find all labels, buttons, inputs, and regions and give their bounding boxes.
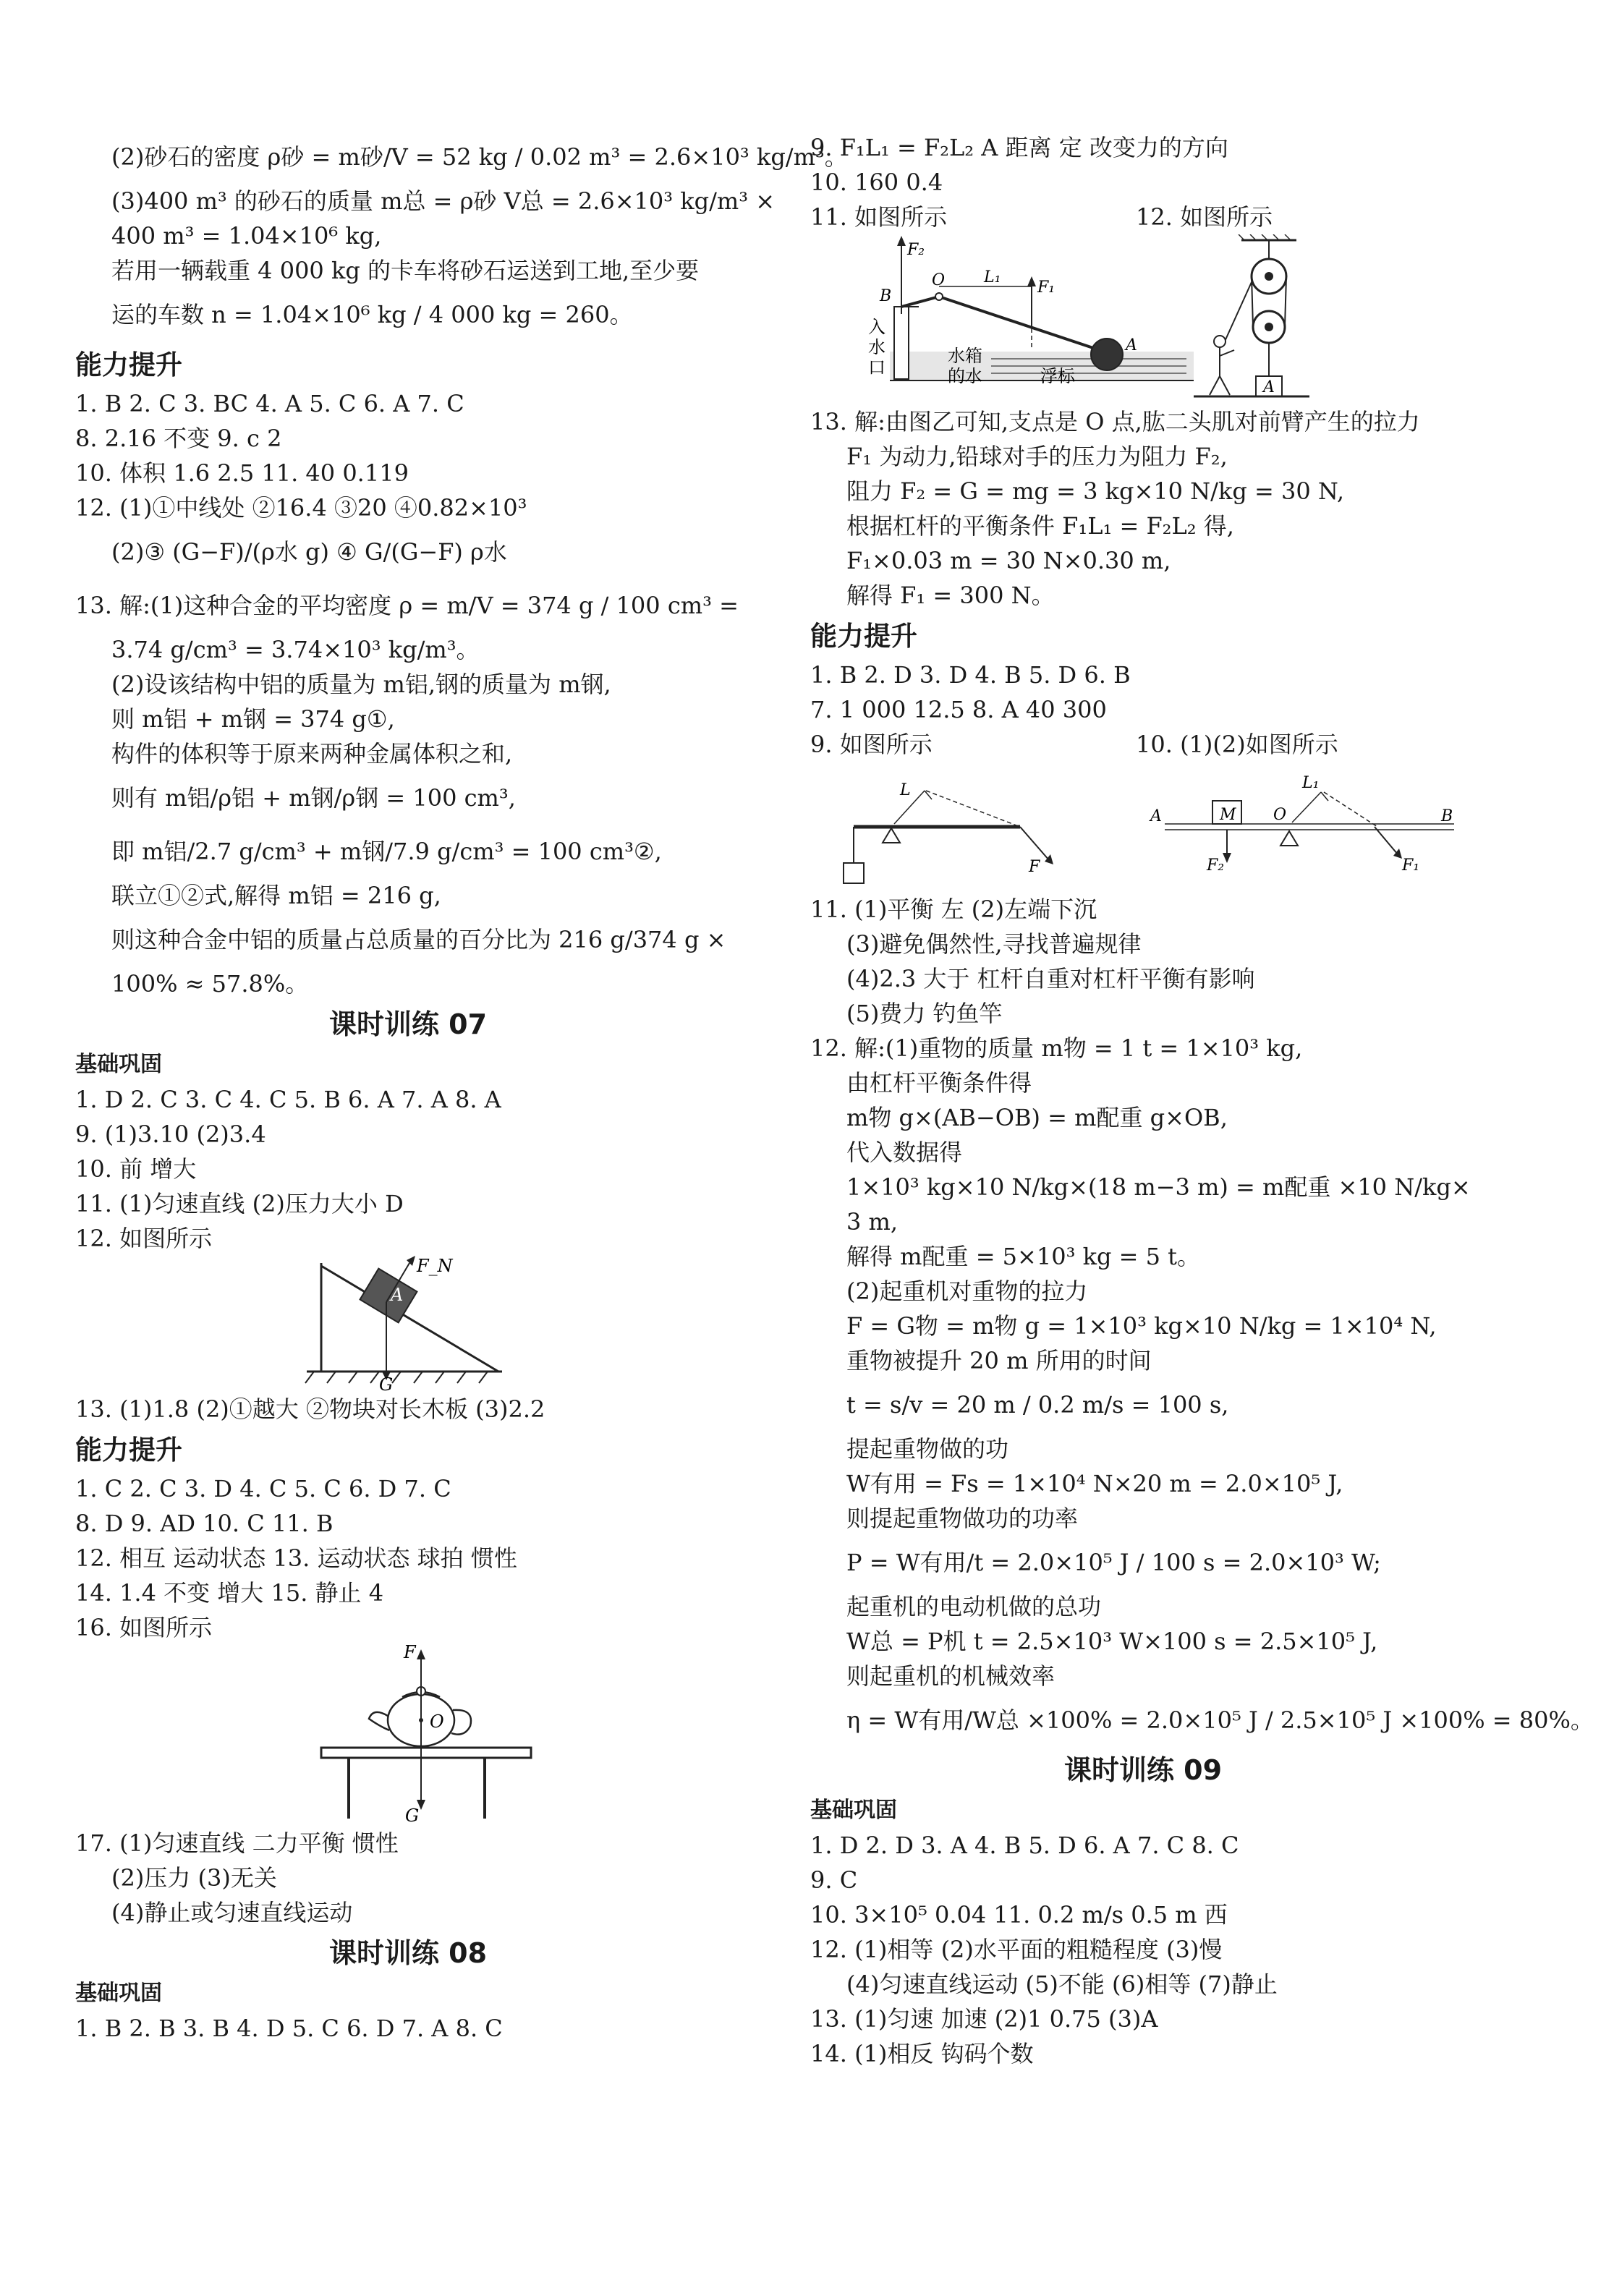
answer-label: 9. 如图所示 xyxy=(810,731,933,758)
answer-line: 7. 1 000 12.5 8. A 40 300 xyxy=(810,696,1107,723)
answer-line: 8. D 9. AD 10. C 11. B xyxy=(75,1510,334,1537)
figure-labels-row xyxy=(810,727,1476,762)
lever-figures-row-2 xyxy=(810,762,1476,892)
answer-line: (3)避免偶然性,寻找普遍规律 xyxy=(846,930,1142,958)
l1-label: L₁ xyxy=(1302,774,1320,792)
answer-line: 13. 解:由图乙可知,支点是 O 点,肱二头肌对前臂产生的拉力 xyxy=(810,408,1420,435)
answer-line: F₁ 为动力,铅球对手的压力为阻力 F₂, xyxy=(846,443,1228,470)
section-heading: 能力提升 xyxy=(75,349,182,380)
g-label: G xyxy=(405,1806,420,1826)
tank-label: 水箱 xyxy=(948,346,982,366)
tank-label: 的水 xyxy=(948,366,982,386)
lesson-title: 课时训练 09 xyxy=(1063,1754,1223,1786)
answer-line: (4)静止或匀速直线运动 xyxy=(111,1899,353,1926)
answer-line: 12. 如图所示 xyxy=(75,1225,213,1252)
answer-line: 代入数据得 xyxy=(846,1139,963,1166)
answer-line: 则有 m铝/ρ铝 + m钢/ρ钢 = 100 cm³, xyxy=(111,784,516,812)
answer-line: (4)2.3 大于 杠杆自重对杠杆平衡有影响 xyxy=(846,965,1255,992)
subsection-heading: 基础巩固 xyxy=(75,1052,162,1077)
answer-line: 12. (1)相等 (2)水平面的粗糙程度 (3)慢 xyxy=(810,1936,1223,1963)
lesson-title: 课时训练 08 xyxy=(328,1937,488,1969)
answer-line: (2)③ (G−F)/(ρ水 g) ④ G/(G−F) ρ水 xyxy=(111,538,507,566)
answer-line: 1. B 2. C 3. BC 4. A 5. C 6. A 7. C xyxy=(75,390,464,417)
answer-line: 则这种合金中铝的质量占总质量的百分比为 216 g/374 g × xyxy=(111,926,726,953)
answer-line: 1. B 2. D 3. D 4. B 5. D 6. B xyxy=(810,661,1131,689)
answer-line: 13. (1)1.8 (2)①越大 ②物块对长木板 (3)2.2 xyxy=(75,1395,545,1423)
inlet-label: 口 xyxy=(868,357,885,378)
answer-line: F₁×0.03 m = 30 N×0.30 m, xyxy=(846,547,1171,574)
right-column xyxy=(810,130,1594,2071)
fn-label: F_N xyxy=(417,1256,453,1276)
answer-line: 1. D 2. D 3. A 4. B 5. D 6. A 7. C 8. C xyxy=(810,1832,1239,1859)
o-label: O xyxy=(430,1712,444,1732)
answer-line: (2)设该结构中铝的质量为 m铝,钢的质量为 m钢, xyxy=(111,671,611,698)
a-label: A xyxy=(1126,336,1137,354)
answer-line: 1. C 2. C 3. D 4. C 5. C 6. D 7. C xyxy=(75,1475,451,1502)
answer-line: 解得 m配重 = 5×10³ kg = 5 t。 xyxy=(846,1243,1200,1270)
b-label: B xyxy=(880,287,892,305)
answer-line: 14. 1.4 不变 增大 15. 静止 4 xyxy=(75,1579,384,1607)
answer-line: 构件的体积等于原来两种金属体积之和, xyxy=(111,740,513,768)
answer-line: W有用 = Fs = 1×10⁴ N×20 m = 2.0×10⁵ J, xyxy=(846,1470,1343,1497)
answer-label: 11. 如图所示 xyxy=(810,203,948,231)
o-label: O xyxy=(1273,806,1287,824)
subsection-heading: 基础巩固 xyxy=(75,1981,162,2006)
subsection-heading: 基础巩固 xyxy=(810,1798,897,1823)
answer-line: 由杠杆平衡条件得 xyxy=(846,1069,1032,1097)
answer-line: 1×10³ kg×10 N/kg×(18 m−3 m) = m配重 ×10 N/kg× xyxy=(846,1173,1471,1201)
answer-line: F = G物 = m物 g = 1×10³ kg×10 N/kg = 1×10⁴ N, xyxy=(846,1312,1437,1340)
answer-line: 10. 160 0.4 xyxy=(810,169,943,196)
a-label: A xyxy=(1150,807,1162,825)
l1-label: L₁ xyxy=(984,268,1001,286)
f1-label: F₁ xyxy=(1037,279,1056,297)
inlet-label: 水 xyxy=(868,337,885,357)
a-label: A xyxy=(391,1285,404,1305)
answer-line: 8. 2.16 不变 9. c 2 xyxy=(75,425,282,452)
answer-label: 10. (1)(2)如图所示 xyxy=(1136,731,1338,758)
answer-line: 10. 3×10⁵ 0.04 11. 0.2 m/s 0.5 m 西 xyxy=(810,1901,1228,1929)
b-label: B xyxy=(1441,807,1453,825)
section-heading: 能力提升 xyxy=(810,621,917,652)
o-label: O xyxy=(932,271,946,289)
f2-label: F₂ xyxy=(907,241,925,259)
m-label: M xyxy=(1220,806,1236,824)
answer-line: 起重机的电动机做的总功 xyxy=(846,1593,1102,1620)
answer-line: 即 m铝/2.7 g/cm³ + m钢/7.9 g/cm³ = 100 cm³②, xyxy=(111,838,662,865)
teapot-figure xyxy=(75,1645,741,1826)
lever-figures-row xyxy=(810,234,1476,404)
answer-line: η = W有用/W总 ×100% = 2.0×10⁵ J / 2.5×10⁵ J ×100% = 80%。 xyxy=(846,1706,1594,1734)
left-column xyxy=(75,130,848,2046)
l-label: L xyxy=(900,781,911,799)
text-line: (2)砂石的密度 ρ砂 = m砂/V = 52 kg / 0.02 m³ = 2.6×10³ kg/m³。 xyxy=(111,143,848,171)
answer-line: 13. 解:(1)这种合金的平均密度 ρ = m/V = 374 g / 100 cm³ = xyxy=(75,592,739,619)
f-label: F xyxy=(1029,858,1040,876)
text-line: 若用一辆载重 4 000 kg 的卡车将砂石运送到工地,至少要 xyxy=(111,257,700,284)
answer-line: W总 = P机 t = 2.5×10³ W×100 s = 2.5×10⁵ J, xyxy=(846,1628,1378,1655)
answer-line: 阻力 F₂ = G = mg = 3 kg×10 N/kg = 30 N, xyxy=(846,477,1345,505)
answer-line: 16. 如图所示 xyxy=(75,1614,213,1641)
answer-line: (5)费力 钓鱼竿 xyxy=(846,1000,1003,1027)
tank-lever-diagram xyxy=(810,234,1476,404)
answer-line: 12. (1)①中线处 ②16.4 ③20 ④0.82×10³ xyxy=(75,494,527,522)
answer-line: 10. 体积 1.6 2.5 11. 40 0.119 xyxy=(75,459,409,487)
lever-diagrams xyxy=(810,762,1476,892)
g-label: G xyxy=(379,1374,394,1392)
float-label: 浮标 xyxy=(1040,366,1075,386)
text-line: 400 m³ = 1.04×10⁶ kg, xyxy=(111,222,382,250)
lesson-title: 课时训练 07 xyxy=(328,1008,488,1040)
answer-line: 100% ≈ 57.8%。 xyxy=(111,970,309,998)
answer-line: 1. B 2. B 3. B 4. D 5. C 6. D 7. A 8. C xyxy=(75,2015,503,2042)
answer-line: 9. (1)3.10 (2)3.4 xyxy=(75,1121,266,1148)
text-line: 运的车数 n = 1.04×10⁶ kg / 4 000 kg = 260。 xyxy=(111,301,633,328)
answer-line: 14. (1)相反 钩码个数 xyxy=(810,2040,1034,2067)
inlet-label: 入 xyxy=(868,317,885,337)
incline-figure xyxy=(75,1256,741,1392)
answer-line: 则起重机的机械效率 xyxy=(846,1662,1056,1690)
answer-line: (2)起重机对重物的拉力 xyxy=(846,1277,1088,1305)
answer-line: 则提起重物做功的功率 xyxy=(846,1505,1079,1532)
answer-line: 12. 解:(1)重物的质量 m物 = 1 t = 1×10³ kg, xyxy=(810,1034,1303,1062)
answer-line: 根据杠杆的平衡条件 F₁L₁ = F₂L₂ 得, xyxy=(846,512,1234,540)
answer-line: 9. F₁L₁ = F₂L₂ A 距离 定 改变力的方向 xyxy=(810,134,1228,161)
answer-label: 12. 如图所示 xyxy=(1136,203,1273,231)
f-label: F xyxy=(404,1645,416,1662)
answer-line: 13. (1)匀速 加速 (2)1 0.75 (3)A xyxy=(810,2005,1158,2033)
incline-diagram xyxy=(75,1256,741,1392)
answer-line: 12. 相互 运动状态 13. 运动状态 球拍 惯性 xyxy=(75,1544,517,1572)
answer-line: (2)压力 (3)无关 xyxy=(111,1864,277,1892)
f1-label: F₁ xyxy=(1402,856,1420,875)
answer-line: 11. (1)平衡 左 (2)左端下沉 xyxy=(810,896,1097,923)
answer-line: 提起重物做的功 xyxy=(846,1435,1009,1463)
figure-labels-row xyxy=(810,200,1476,234)
answer-line: m物 g×(AB−OB) = m配重 g×OB, xyxy=(846,1104,1228,1131)
answer-line: P = W有用/t = 2.0×10⁵ J / 100 s = 2.0×10³ W; xyxy=(846,1549,1381,1576)
answer-line: 9. C xyxy=(810,1866,858,1894)
answer-line: 重物被提升 20 m 所用的时间 xyxy=(846,1347,1152,1374)
answer-line: 17. (1)匀速直线 二力平衡 惯性 xyxy=(75,1829,399,1857)
answer-line: 则 m铝 + m钢 = 374 g①, xyxy=(111,705,395,733)
answer-line: t = s/v = 20 m / 0.2 m/s = 100 s, xyxy=(846,1391,1229,1419)
section-heading: 能力提升 xyxy=(75,1434,182,1466)
answer-line: 3 m, xyxy=(846,1208,899,1236)
answer-line: (4)匀速直线运动 (5)不能 (6)相等 (7)静止 xyxy=(846,1970,1278,1998)
text-line: (3)400 m³ 的砂石的质量 m总 = ρ砂 V总 = 2.6×10³ kg/m³ × xyxy=(111,187,776,215)
answer-line: 1. D 2. C 3. C 4. C 5. B 6. A 7. A 8. A xyxy=(75,1086,501,1113)
a-label: A xyxy=(1263,378,1275,396)
answer-line: 10. 前 增大 xyxy=(75,1155,197,1183)
answer-line: 联立①②式,解得 m铝 = 216 g, xyxy=(111,882,441,909)
answer-line: 解得 F₁ = 300 N。 xyxy=(846,582,1055,609)
teapot-diagram xyxy=(75,1645,741,1826)
f2-label: F₂ xyxy=(1207,856,1225,875)
answer-line: 11. (1)匀速直线 (2)压力大小 D xyxy=(75,1190,404,1217)
answer-line: 3.74 g/cm³ = 3.74×10³ kg/m³。 xyxy=(111,636,480,663)
